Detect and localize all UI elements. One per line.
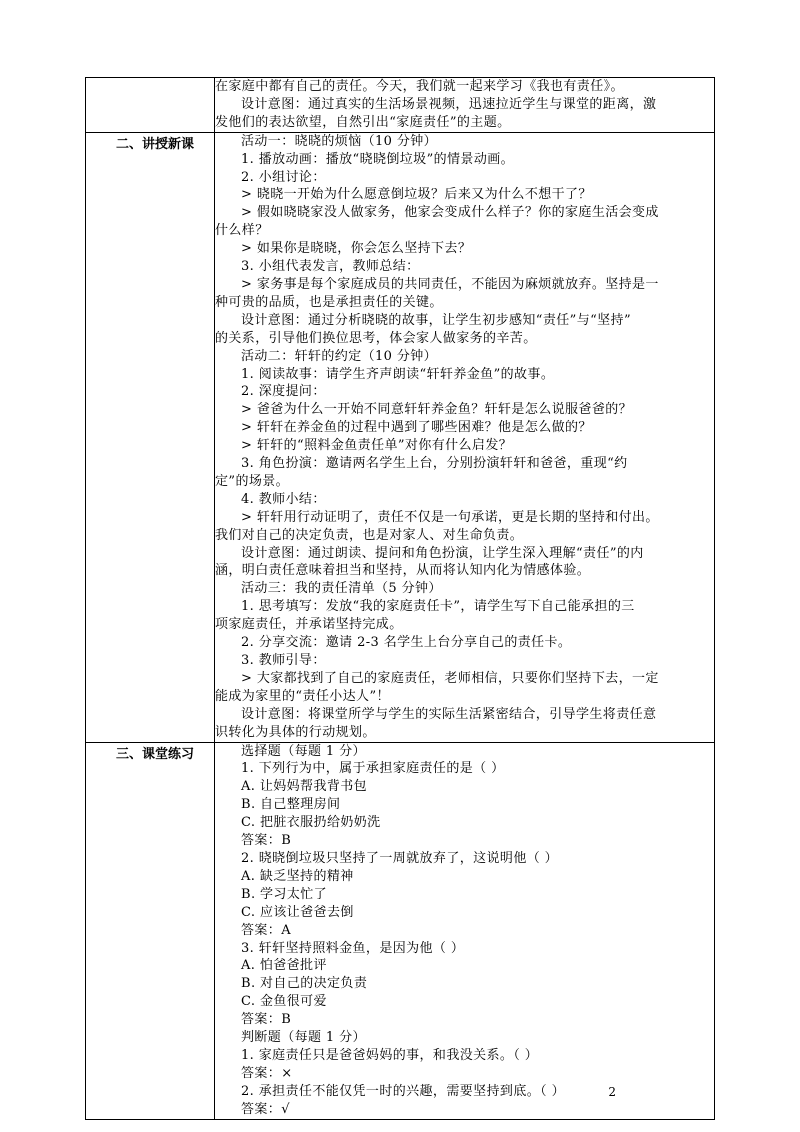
section-label-cell (86, 132, 215, 742)
text-line: 答案：A (241, 922, 291, 938)
text-line: 项家庭责任，并承诺坚持完成。 (215, 617, 403, 633)
text-line: 3. 角色扮演：邀请两名学生上台，分别扮演轩轩和爸爸，重现“约 (241, 456, 628, 472)
text-line: > 轩轩的“照料金鱼责任单”对你有什么启发？ (241, 438, 513, 454)
text-line: B. 学习太忙了 (241, 886, 328, 902)
text-line: 2. 深度提问： (241, 384, 326, 400)
text-line: 1. 播放动画：播放“晓晓倒垃圾”的情景动画。 (241, 151, 515, 167)
text-line: 的关系，引导他们换位思考，体会家人做家务的辛苦。 (215, 330, 537, 346)
text-line: 设计意图：通过朗读、提问和角色扮演，让学生深入理解“责任”的内 (241, 545, 644, 561)
text-line: 1. 下列行为中，属于承担家庭责任的是（ ） (241, 761, 505, 777)
text-line: > 爸爸为什么一开始不同意轩轩养金鱼？轩轩是怎么说服爸爸的？ (241, 402, 633, 418)
text-line: 什么样？ (215, 223, 269, 239)
section-content-intro (215, 78, 715, 133)
section-label: 三、课堂练习 (115, 746, 194, 762)
text-line: 涵，明白责任意味着担当和坚持，从而将认知内化为情感体验。 (215, 563, 591, 579)
text-line: 1. 阅读故事：请学生齐声朗读“轩轩养金鱼”的故事。 (241, 366, 555, 382)
text-line: 选择题（每题 1 分） (241, 743, 366, 759)
text-line: C. 把脏衣服扔给奶奶洗 (241, 815, 381, 831)
text-line: 能成为家里的“责任小达人”！ (215, 688, 390, 704)
text-line: 设计意图：通过分析晓晓的故事，让学生初步感知“责任”与“坚持” (241, 312, 631, 328)
text-line: 答案：B (241, 833, 292, 849)
text-line: > 轩轩在养金鱼的过程中遇到了哪些困难？他是怎么做的？ (241, 420, 592, 436)
page-number: 2 (608, 1085, 616, 1099)
text-line: 答案：× (241, 1065, 293, 1081)
text-line: 2. 小组讨论： (241, 169, 326, 185)
text-line: 种可贵的品质，也是承担责任的关键。 (215, 294, 443, 310)
section-row-new-lesson (86, 132, 715, 742)
text-line: > 大家都找到了自己的家庭责任，老师相信，只要你们坚持下去，一定 (241, 670, 659, 686)
lesson-plan-table (85, 77, 715, 1120)
section-row-intro (86, 78, 715, 133)
text-line: 活动二：轩轩的约定（10 分钟） (241, 348, 438, 364)
text-line: A. 缺乏坚持的精神 (241, 868, 354, 884)
text-line: 答案：√ (241, 1101, 290, 1117)
text-line: > 假如晓晓家没人做家务，他家会变成什么样子？你的家庭生活会变成 (241, 205, 659, 221)
section-label-cell (86, 742, 215, 1119)
text-line: 设计意图：通过真实的生活场景视频，迅速拉近学生与课堂的距离，激 (241, 96, 657, 112)
text-line: 判断题（每题 1 分） (241, 1030, 366, 1046)
text-line: 在家庭中都有自己的责任。今天，我们就一起来学习《我也有责任》。 (215, 79, 624, 94)
text-line: 答案：B (241, 1012, 292, 1028)
text-line: 发他们的表达欲望，自然引出“家庭责任”的主题。 (215, 114, 511, 130)
text-line: 定”的场景。 (215, 473, 290, 489)
text-line: > 晓晓一开始为什么愿意倒垃圾？后来又为什么不想干了？ (241, 187, 592, 203)
text-line: 3. 小组代表发言，教师总结： (241, 259, 420, 275)
text-line: 3. 教师引导： (241, 653, 326, 668)
text-line: C. 应该让爸爸去倒 (241, 904, 354, 920)
section-content-new-lesson (215, 132, 715, 742)
text-line: A. 让妈妈帮我背书包 (241, 779, 368, 795)
text-line: C. 金鱼很可爱 (241, 994, 327, 1010)
section-label: 二、讲授新课 (115, 136, 194, 152)
text-line: 活动一：晓晓的烦恼（10 分钟） (241, 133, 438, 149)
text-line: > 轩轩用行动证明了，责任不仅是一句承诺，更是长期的坚持和付出。 (241, 509, 659, 525)
section-label (86, 78, 214, 80)
text-line: A. 怕爸爸批评 (241, 958, 327, 974)
text-line: 2. 分享交流：邀请 2-3 名学生上台分享自己的责任卡。 (241, 635, 572, 651)
text-line: 识转化为具体的行动规划。 (215, 724, 376, 740)
text-line: > 如果你是晓晓，你会怎么坚持下去？ (241, 241, 472, 257)
text-line: B. 自己整理房间 (241, 797, 341, 813)
section-content-practice (215, 742, 715, 1119)
text-line: 我们对自己的决定负责，也是对家人、对生命负责。 (215, 527, 524, 543)
text-line: 设计意图：将课堂所学与学生的实际生活紧密结合，引导学生将责任意 (241, 706, 657, 722)
section-row-practice (86, 742, 715, 1119)
text-line: B. 对自己的决定负责 (241, 976, 368, 992)
text-line: 2. 承担责任不能仅凭一时的兴趣，需要坚持到底。（ ） (241, 1083, 565, 1099)
text-line: > 家务事是每个家庭成员的共同责任，不能因为麻烦就放弃。坚持是一 (241, 276, 659, 292)
text-line: 4. 教师小结： (241, 491, 326, 507)
text-line: 1. 思考填写：发放“我的家庭责任卡”，请学生写下自己能承担的三 (241, 599, 635, 615)
text-line: 1. 家庭责任只是爸爸妈妈的事，和我没关系。（ ） (241, 1047, 539, 1063)
text-line: 3. 轩轩坚持照料金鱼，是因为他（ ） (241, 940, 465, 956)
text-line: 2. 晓晓倒垃圾只坚持了一周就放弃了，这说明他（ ） (241, 850, 559, 866)
text-line: 活动三：我的责任清单（5 分钟） (241, 581, 442, 597)
section-label-cell (86, 78, 215, 133)
